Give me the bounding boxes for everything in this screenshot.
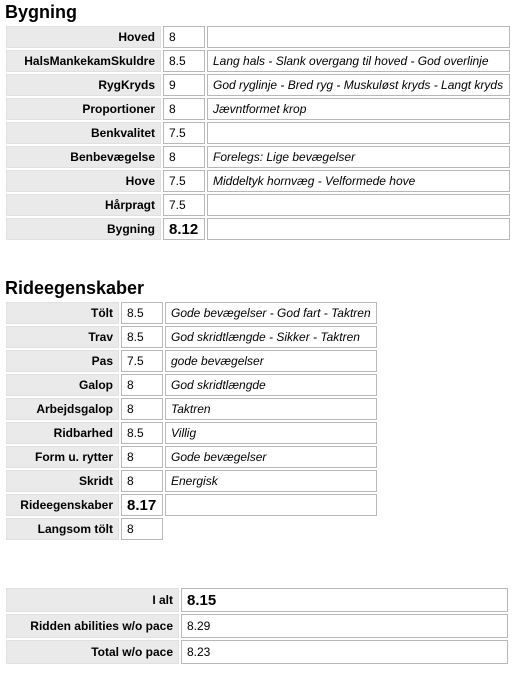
row-comment: Villig <box>165 422 377 444</box>
row-label: Benbevægelse <box>6 146 161 168</box>
row-label: Proportioner <box>6 98 161 120</box>
table-row <box>6 26 510 48</box>
row-score: 8 <box>121 446 163 468</box>
row-comment: gode bevægelser <box>165 350 377 372</box>
table-row <box>6 398 377 420</box>
table-row-total <box>6 494 377 516</box>
row-score: 7.5 <box>121 350 163 372</box>
row-comment <box>165 494 377 516</box>
row-score: 8.5 <box>121 422 163 444</box>
row-score: 8 <box>163 26 205 48</box>
row-score: 7.5 <box>163 194 205 216</box>
row-score: 8 <box>121 374 163 396</box>
row-score: 9 <box>163 74 205 96</box>
section-title-rideegenskaber: Rideegenskaber <box>5 278 145 298</box>
row-score: 8.29 <box>181 614 508 638</box>
grand-total-score: 8.15 <box>181 588 508 612</box>
table-row-total <box>6 218 510 240</box>
rideegenskaber-table <box>4 300 379 542</box>
row-comment: Energisk <box>165 470 377 492</box>
row-score: 8 <box>163 146 205 168</box>
table-row <box>6 640 508 664</box>
row-comment: Lang hals - Slank overgang til hoved - God overlinje <box>207 50 510 72</box>
table-row <box>6 422 377 444</box>
row-comment: God skridtlængde - Sikker - Taktren <box>165 326 377 348</box>
row-label: Trav <box>6 326 119 348</box>
row-label: Pas <box>6 350 119 372</box>
row-label: Form u. rytter <box>6 446 119 468</box>
table-row <box>6 350 377 372</box>
bygning-table <box>4 24 512 242</box>
table-row <box>6 194 510 216</box>
table-row <box>6 614 508 638</box>
row-comment: Gode bevægelser - God fart - Taktren <box>165 302 377 324</box>
row-comment: God ryglinje - Bred ryg - Muskuløst kryds - Langt kryds <box>207 74 510 96</box>
row-comment: Taktren <box>165 398 377 420</box>
row-label: Langsom tölt <box>6 518 119 540</box>
row-score: 7.5 <box>163 170 205 192</box>
row-label: Total w/o pace <box>6 640 179 664</box>
row-score: 8 <box>163 98 205 120</box>
table-row <box>6 146 510 168</box>
table-row <box>6 50 510 72</box>
grand-total-label: I alt <box>6 588 179 612</box>
row-comment <box>207 218 510 240</box>
table-row <box>6 374 377 396</box>
row-label: Benkvalitet <box>6 122 161 144</box>
total-score: 8.12 <box>163 218 205 240</box>
row-comment: God skridtlængde <box>165 374 377 396</box>
totals-table <box>4 586 510 666</box>
row-label: RygKryds <box>6 74 161 96</box>
table-row <box>6 446 377 468</box>
total-score: 8.17 <box>121 494 163 516</box>
row-comment: Gode bevægelser <box>165 446 377 468</box>
row-comment <box>207 122 510 144</box>
row-comment: Jævntformet krop <box>207 98 510 120</box>
table-row <box>6 122 510 144</box>
table-row <box>6 302 377 324</box>
row-label: HalsMankekamSkuldre <box>6 50 161 72</box>
table-row <box>6 170 510 192</box>
row-score: 7.5 <box>163 122 205 144</box>
row-label: Tölt <box>6 302 119 324</box>
row-comment <box>207 194 510 216</box>
row-label: Ridden abilities w/o pace <box>6 614 179 638</box>
row-comment <box>207 26 510 48</box>
row-score: 8.5 <box>163 50 205 72</box>
row-score: 8 <box>121 470 163 492</box>
section-title-bygning: Bygning <box>5 2 77 22</box>
table-row <box>6 470 377 492</box>
total-label: Bygning <box>6 218 161 240</box>
row-score: 8.5 <box>121 326 163 348</box>
table-row <box>6 74 510 96</box>
row-label: Arbejdsgalop <box>6 398 119 420</box>
row-comment: Middeltyk hornvæg - Velformede hove <box>207 170 510 192</box>
row-label: Skridt <box>6 470 119 492</box>
row-label: Ridbarhed <box>6 422 119 444</box>
row-label: Hoved <box>6 26 161 48</box>
row-comment: Forelegs: Lige bevægelser <box>207 146 510 168</box>
row-score: 8.5 <box>121 302 163 324</box>
row-score: 8 <box>121 518 163 540</box>
table-row-grand-total <box>6 588 508 612</box>
row-score: 8.23 <box>181 640 508 664</box>
table-row <box>6 98 510 120</box>
row-score: 8 <box>121 398 163 420</box>
total-label: Rideegenskaber <box>6 494 119 516</box>
row-label: Hårpragt <box>6 194 161 216</box>
table-row <box>6 518 377 540</box>
table-row <box>6 326 377 348</box>
row-label: Galop <box>6 374 119 396</box>
row-label: Hove <box>6 170 161 192</box>
